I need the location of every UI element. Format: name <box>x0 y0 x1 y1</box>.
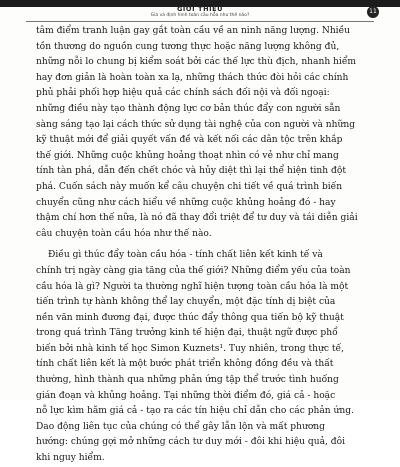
text-line: tính chất liên kết là một bước phát triển không đồng đều và thất <box>36 359 334 370</box>
text-line: thường, hình thành qua những phản ứng tập thể trước tình huống <box>36 375 339 386</box>
text-line: nền văn minh đương đại, được thúc đẩy thông qua tiến bộ kỹ thuật <box>36 312 344 323</box>
page-number: 11 <box>367 6 379 18</box>
text-line: hay đơn giản là hoàn toàn xa lạ, những thách thức đòi hỏi các chính <box>36 72 349 83</box>
text-line: phủ phải phối hợp hiệu quả các chính sách đối nội và đối ngoại: <box>36 88 330 99</box>
text-line: tâm điểm tranh luận gay gắt toàn cầu về an ninh năng lượng. Nhiều <box>36 26 351 36</box>
text-line: Điều gì thúc đẩy toàn cầu hóa - tính chất liên kết kinh tế và <box>48 250 323 261</box>
text-line: kỹ thuật mới để giải quyết vấn đề và kết nối các dân tộc trên khắp <box>36 135 343 146</box>
text-line: khi nguy hiểm. <box>36 453 105 464</box>
text-line: tiến trình tự hành không thể lay chuyển, một đặc tính dị biệt của <box>36 297 336 308</box>
body-text <box>36 24 374 467</box>
text-line: tồn thương do nguồn cung tương thực hoặc năng lượng không đủ, <box>36 41 340 52</box>
text-line: Dao động liên tục của chúng có thể gây lẫn lộn và mất phương <box>36 421 325 432</box>
text-line: những điều này tạo thành động lực cơ bản thúc đẩy con người sẵn <box>36 103 341 114</box>
chapter-subtitle: Giá và định hình toàn cầu hóa như thế nào? <box>150 13 250 18</box>
text-line: thậm chí hơn thế nữa, là nó đã thay đổi triệt để tư duy và tái diễn giải <box>36 213 358 224</box>
text-line: nỗ lực kìm hãm giá cả - tạo ra các tín hiệu chỉ dẫn cho các phản ứng. <box>36 406 354 417</box>
text-line: câu chuyện toàn cầu hóa như thế nào. <box>36 228 212 239</box>
text-line: chuyển cũng như cách hiểu về những cuộc khủng hoảng đó - hay <box>36 197 336 208</box>
text-line: hướng: chúng gợi mở những cách tư duy mới - đôi khi hiệu quả, đôi <box>36 437 345 448</box>
text-line: những nỗi lo chung bị kiểm soát bởi các thế lực thù địch, nhanh hiểm <box>36 57 357 68</box>
text-line: gián đoạn và khủng hoảng. Tại những thời điểm đó, giá cả - hoặc <box>36 390 336 401</box>
paragraph <box>36 24 374 242</box>
text-line: biến bởi nhà kinh tế học Simon Kuznets¹. Tuy nhiên, trong thực tế, <box>36 343 345 354</box>
paragraph <box>36 248 374 466</box>
text-line: phá. Cuốn sách này muốn kể câu chuyện chi tiết về quá trình biến <box>36 181 343 192</box>
text-line: tính tàn phá, dẫn đến chết chóc và hủy diệt thì lại thể hiện tinh đột <box>36 166 346 177</box>
chapter-title: GIỚI THIỆU <box>176 5 224 13</box>
header-rule <box>26 21 374 22</box>
running-header <box>0 0 400 24</box>
text-line: cầu hóa là gì? Người ta thường nghĩ hiện tượng toàn cầu hóa là một <box>36 281 349 292</box>
text-line: thế giới. Những cuộc khủng hoảng thoạt nhìn có vẻ như chỉ mang <box>36 150 339 161</box>
text-line: chính trị ngày càng gia tăng của thế giới? Những điểm yếu của toàn <box>36 265 351 276</box>
text-line: sàng sáng tạo lại cách thức sử dụng tài nghệ của con người và những <box>36 119 356 130</box>
text-line: trong quá trình Tăng trưởng kinh tế hiện đại, thuật ngữ được phổ <box>36 328 338 339</box>
